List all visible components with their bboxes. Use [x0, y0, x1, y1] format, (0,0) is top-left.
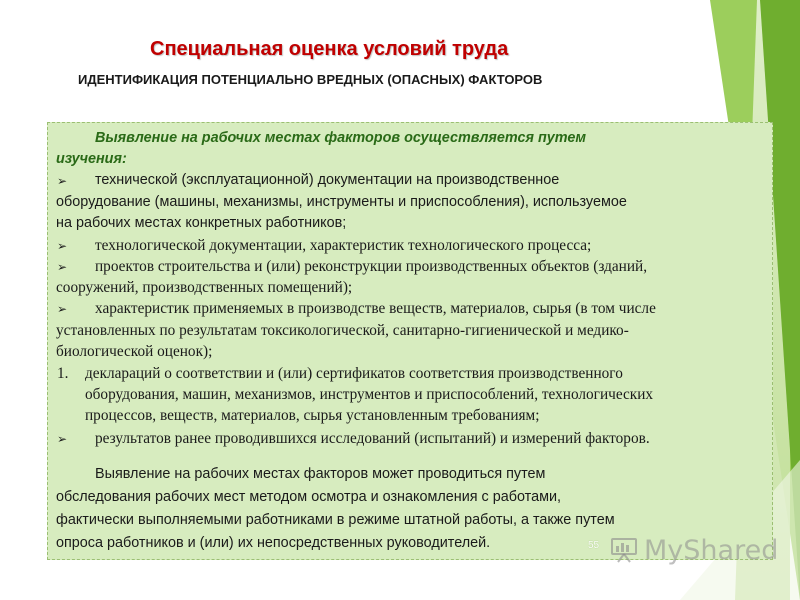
- list-item-line: установленных по результатам токсикологической, санитарно-гигиенической и медико-: [56, 322, 629, 339]
- bullet-arrow-icon: ➢: [57, 239, 68, 253]
- conclusion-line: фактически выполняемыми работниками в режиме штатной работы, а также путем: [56, 512, 615, 528]
- bullet-arrow-icon: ➢: [57, 432, 68, 446]
- list-item-line: характеристик применяемых в производстве веществ, материалов, сырья (в том числе: [95, 300, 656, 317]
- list-item-line: на рабочих местах конкретных работников;: [56, 215, 347, 231]
- list-item-line: сооружений, производственных помещений);: [56, 279, 353, 296]
- list-item-line: проектов строительства и (или) реконструкции производственных объектов (зданий,: [95, 258, 648, 275]
- list-item-line: оборудование (машины, механизмы, инструменты и приспособления), используемое: [56, 194, 627, 210]
- conclusion-line: опроса работников и (или) их непосредственных руководителей.: [56, 535, 491, 551]
- list-item-line: деклараций о соответствии и (или) сертификатов соответствия производственного: [85, 365, 623, 382]
- list-item-line: оборудования, машин, механизмов, инструментов и приспособлений, технологических: [85, 386, 654, 403]
- bullet-arrow-icon: ➢: [57, 174, 68, 188]
- page-number: 55: [588, 540, 600, 551]
- slide-title: Специальная оценка условий труда: [150, 38, 509, 60]
- intro-line-2: изучения:: [56, 151, 127, 167]
- presentation-board-icon: [610, 537, 638, 563]
- list-item-line: технической (эксплуатационной) документации на производственное: [95, 172, 560, 188]
- conclusion-line: Выявление на рабочих местах факторов может проводиться путем: [95, 466, 546, 482]
- list-item-line: процессов, веществ, материалов, сырья установленным требованиям;: [85, 407, 540, 424]
- slide-subtitle: ИДЕНТИФИКАЦИЯ ПОТЕНЦИАЛЬНО ВРЕДНЫХ (ОПАСНЫХ) ФАКТОРОВ: [78, 72, 543, 87]
- bullet-arrow-icon: ➢: [57, 260, 68, 274]
- watermark-logo: MyShared: [644, 535, 779, 566]
- conclusion-line: обследования рабочих мест методом осмотра и ознакомления с работами,: [56, 489, 562, 505]
- intro-line-1: Выявление на рабочих местах факторов осуществляется путем: [95, 130, 587, 146]
- list-item-line: результатов ранее проводившихся исследований (испытаний) и измерений факторов.: [95, 430, 650, 447]
- list-item-line: биологической оценок);: [56, 343, 213, 360]
- bullet-arrow-icon: ➢: [57, 302, 68, 316]
- list-number: 1.: [57, 365, 69, 382]
- list-item-line: технологической документации, характеристик технологического процесса;: [95, 237, 592, 254]
